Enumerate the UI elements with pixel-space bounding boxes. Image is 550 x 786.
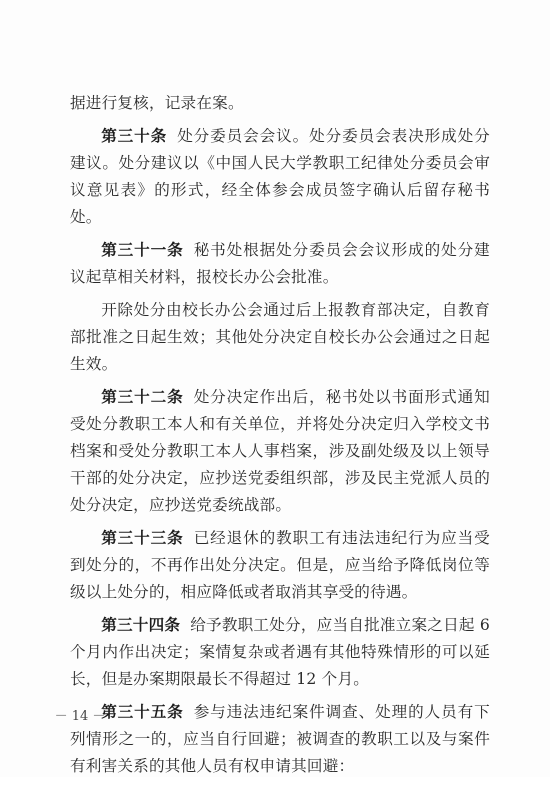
- article-31-paragraph-2: [70, 297, 490, 378]
- paragraph-text: 给予教职工处分，应当自批准立案之日起 6 个月内作出决定；案情复杂或者遇有其他特殊情形的可以延长，但是办案期限最长不得超过 12 个月。: [70, 616, 490, 688]
- paragraph-continuation: [70, 90, 490, 117]
- article-number: 第三十一条: [101, 241, 184, 259]
- paragraph-text: 秘书处根据处分委员会会议形成的处分建议起草相关材料，报校长办公会批准。: [70, 241, 490, 286]
- article-number: 第三十四条: [101, 616, 181, 634]
- article-32: [70, 384, 490, 519]
- page-number: － 14 －: [54, 709, 106, 724]
- article-number: 第三十三条: [101, 529, 184, 547]
- paragraph-text: 已经退休的教职工有违法违纪行为应当受到处分的，不再作出处分决定。但是，应当给予降低岗位等级以上处分的，相应降低或者取消其享受的待遇。: [70, 529, 490, 601]
- paragraph-text: 据进行复核，记录在案。: [70, 94, 244, 112]
- article-number: 第三十条: [101, 127, 168, 145]
- article-30: [70, 123, 490, 231]
- paragraph-text: 处分委员会会议。处分委员会表决形成处分建议。处分建议以《中国人民大学教职工纪律处分委员会审议意见表》的形式，经全体参会成员签字确认后留存秘书处。: [70, 127, 490, 226]
- article-number: 第三十五条: [101, 703, 184, 721]
- article-number: 第三十二条: [101, 388, 184, 406]
- article-31: [70, 237, 490, 291]
- document-body: [70, 90, 490, 786]
- paragraph-text: 开除处分由校长办公会通过后上报教育部决定，自教育部批准之日起生效；其他处分决定自校长办公会通过之日起生效。: [70, 301, 490, 373]
- article-34: [70, 612, 490, 693]
- paragraph-text: 参与违法违纪案件调查、处理的人员有下列情形之一的，应当自行回避；被调查的教职工以及与案件有利害关系的其他人员有权申请其回避：: [70, 703, 490, 775]
- article-33: [70, 525, 490, 606]
- paragraph-text: 处分决定作出后，秘书处以书面形式通知受处分教职工本人和有关单位，并将处分决定归入学校文书档案和受处分教职工本人人事档案，涉及副处级及以上领导干部的处分决定，应抄送党委组织部，涉及民主党派人员的处分决定，应抄送党委统战部。: [70, 388, 490, 514]
